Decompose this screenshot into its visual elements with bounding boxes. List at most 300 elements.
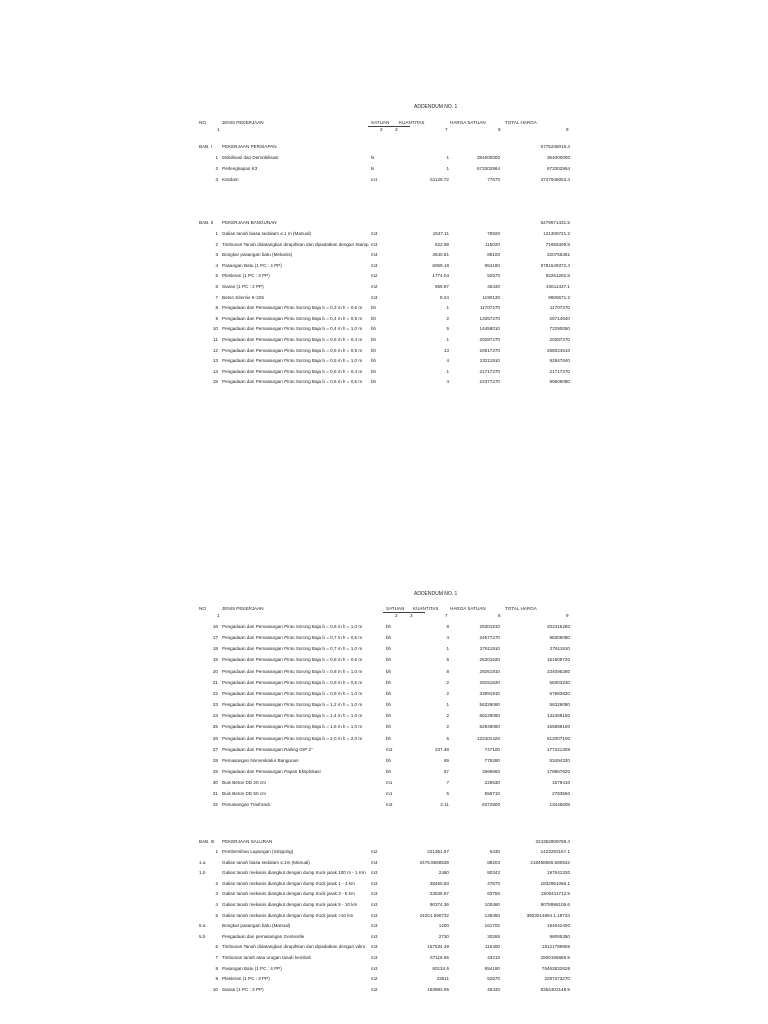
row-quantity: 1 xyxy=(446,305,449,311)
row-total: 2287373270 xyxy=(544,976,570,982)
row-number: 21 xyxy=(212,679,218,685)
row-number: 18 xyxy=(212,646,218,652)
row-description: Siaran (1 PC : 2 PP) xyxy=(222,284,264,289)
row-satuan: m2 xyxy=(386,802,393,808)
row-description: Bongkar pasangan batu (Mekanis) xyxy=(222,252,293,258)
row-quantity: 2476.8658539 xyxy=(419,859,449,865)
row-satuan: bh xyxy=(371,347,377,353)
row-description: Pengadaan dan Pemasangan Pintu Sorong Baja b = 1,4 m h = 1,0 m xyxy=(222,713,363,719)
row-satuan: m3 xyxy=(371,880,378,886)
row-quantity: 61129.72 xyxy=(430,177,449,182)
colnum-8: 8 xyxy=(498,613,501,618)
row-description: Pengadaan dan Pemasangan Pintu Sorong Baja b = 1,5 m h = 1,0 m xyxy=(222,724,363,730)
row-price: 22377270 xyxy=(479,379,500,385)
row-satuan: m1 xyxy=(371,177,378,182)
row-total: 151809720 xyxy=(547,657,570,663)
row-quantity: 67118.65 xyxy=(430,955,449,960)
row-price: 66229080 xyxy=(479,713,500,719)
row-number: 15 xyxy=(212,379,218,385)
row-quantity: 80134.6 xyxy=(432,965,449,971)
row-satuan: m3 xyxy=(371,912,378,918)
row-description: Pengadaan dan Pemasangan Pintu Sorong Baja b = 0,8 m h = 0,5 m xyxy=(222,657,363,663)
row-price: 63750 xyxy=(487,891,500,897)
row-description: Pengadaan dan Pemasangan Pintu Sorong Baja b = 0,9 m h = 1,0 m xyxy=(222,690,363,696)
row-description: Buis Beton DD 50 cm xyxy=(222,791,266,797)
row-description: Pengadaan dan Pemasangan Pintu Sorong Baja b = 0,5 m h = 0,5 m xyxy=(222,347,363,353)
row-quantity: 1 xyxy=(446,337,449,342)
row-price: 56329080 xyxy=(479,702,500,708)
row-total: 121308721.2 xyxy=(543,231,570,236)
row-number: 1 xyxy=(215,849,218,854)
row-quantity: 8 xyxy=(446,668,449,674)
row-number: 13 xyxy=(212,358,218,364)
row-total: 9078998106.6 xyxy=(540,902,570,907)
row-total: 268024510 xyxy=(547,347,570,353)
row-quantity: 2 xyxy=(446,690,449,696)
row-satuan: m3 xyxy=(371,294,378,300)
col-header-no: NO xyxy=(199,606,206,611)
row-satuan: m3 xyxy=(371,944,378,950)
row-satuan: m2 xyxy=(371,976,378,982)
row-number: 8 xyxy=(215,965,218,971)
section-name: PEKERJAAN SALURAN xyxy=(222,839,273,844)
row-number: 5 xyxy=(215,273,218,279)
row-total: 1832951066.1 xyxy=(540,880,570,886)
row-satuan: bh xyxy=(386,657,392,663)
row-quantity: 2 xyxy=(446,315,449,321)
row-total: 18121789806 xyxy=(541,944,570,950)
row-total: 1500411712.5 xyxy=(540,891,570,897)
row-quantity: 5 xyxy=(446,735,449,741)
row-quantity: 13 xyxy=(443,347,449,353)
row-description: Pengadaan dan Pemasangan Pintu Sorong Baja b = 0,3 m h = 0,5 m xyxy=(222,305,363,311)
row-price: 21717270 xyxy=(479,368,500,374)
row-total: 5781549372.4 xyxy=(540,262,570,268)
row-satuan: m3 xyxy=(371,241,378,247)
row-description: Beton Sitemix K-225 xyxy=(222,294,264,300)
header-rule xyxy=(383,612,425,613)
row-description: Pengadaan dan Pemasangan Pintu Sorong Baja b = 0,7 m h = 0,5 m xyxy=(222,635,363,641)
row-satuan: bh xyxy=(371,326,377,332)
row-satuan: bh xyxy=(386,679,392,685)
row-price: 13357270 xyxy=(479,315,500,321)
row-satuan: bh xyxy=(371,358,377,364)
row-number: 9 xyxy=(215,976,218,982)
row-quantity: 2460 xyxy=(438,870,449,876)
colnum-1: 1 xyxy=(217,127,220,132)
row-description: Pengadaan dan Pemasangan Railing GIP 2" xyxy=(222,746,313,752)
row-number: 5 xyxy=(215,912,218,918)
row-price: 6372800 xyxy=(482,802,500,808)
row-total: 1423293167.1 xyxy=(540,849,570,854)
row-total: 43611437.1 xyxy=(546,284,570,289)
row-satuan: m3 xyxy=(371,902,378,907)
row-number: 3 xyxy=(215,177,218,182)
colnum-3: 3 xyxy=(410,613,413,618)
row-quantity: 3640.81 xyxy=(432,252,449,258)
row-price: 14458010 xyxy=(479,326,500,332)
col-header-kuantitas: KUANTITAS xyxy=(399,120,425,125)
row-total: 21717270 xyxy=(549,368,570,374)
row-quantity: 69 xyxy=(443,757,449,763)
row-description: Pasangan Batu (1 PC : 4 PP) xyxy=(222,262,282,268)
row-description: Pengadaan dan Pemasangan Pintu Sorong Baja b = 0,5 m h = 1,0 m xyxy=(222,358,363,364)
row-description: Pengadaan dan Pemasangan Pintu Sorong Baja b = 0,4 m h = 0,5 m xyxy=(222,315,363,321)
section-total: 22435280978​8.4 xyxy=(535,839,570,844)
row-total: 234095280 xyxy=(547,668,570,674)
row-total: 218468586.580542 xyxy=(530,859,570,865)
row-quantity: 4 xyxy=(446,379,449,385)
row-satuan: m1 xyxy=(386,780,393,786)
col-header-kuantitas: KUANTITAS xyxy=(413,606,439,611)
row-number: 6 xyxy=(215,284,218,289)
row-total: 178867620 xyxy=(547,768,570,774)
row-satuan: ls xyxy=(371,155,375,160)
row-description: Pengadaan dan Pemasangan Papan Eksploitasi xyxy=(222,768,321,774)
row-price: 115020 xyxy=(485,241,500,247)
col-header-total: TOTAL HARGA xyxy=(505,120,537,125)
row-quantity: 2 xyxy=(446,724,449,730)
row-number: 23 xyxy=(212,702,218,708)
row-number: 16 xyxy=(212,624,218,629)
row-description: Galian tanah mekanis diangkut dengan dump truck jarak 1 - 3 km xyxy=(222,880,355,886)
row-total: 4747945052.4 xyxy=(540,177,570,182)
row-total: 20287270 xyxy=(549,337,570,342)
row-price: 23211910 xyxy=(479,358,500,364)
row-price: 673302964 xyxy=(477,166,500,171)
section-name: PEKERJAAN BANGUNAN xyxy=(222,220,277,225)
row-description: Pengadaan dan Pemasangan Pintu Sorong Baja b = 0,5 m h = 0,4 m xyxy=(222,337,363,342)
row-number: 22 xyxy=(212,690,218,696)
row-price: 33991910 xyxy=(479,690,500,696)
row-description: Buis Beton DD 20 cm xyxy=(222,780,266,786)
row-quantity: 7 xyxy=(446,780,449,786)
row-quantity: 959.87 xyxy=(434,284,449,289)
colnum-8: 8 xyxy=(498,127,501,132)
row-total: 2783550 xyxy=(552,791,570,797)
row-price: 52570 xyxy=(487,273,500,279)
row-total: 27611910 xyxy=(549,646,570,652)
row-satuan: m2 xyxy=(371,986,378,992)
row-price: 122401420 xyxy=(477,735,500,741)
row-satuan: bh xyxy=(386,624,392,629)
row-number: 31 xyxy=(212,791,218,797)
row-satuan: m3 xyxy=(371,923,378,929)
row-quantity: 1 xyxy=(446,166,449,171)
col-header-jenis: JENIS PEKERJAAN xyxy=(222,606,264,611)
row-price: 115400 xyxy=(485,944,500,950)
row-satuan: m3 xyxy=(371,965,378,971)
row-total: 53494320 xyxy=(549,757,570,763)
row-price: 88100 xyxy=(487,252,500,258)
row-total: 56329080 xyxy=(549,702,570,708)
row-price: 45430 xyxy=(487,986,500,992)
col-header-no: NO xyxy=(199,120,206,125)
row-quantity: 43511 xyxy=(436,976,449,982)
row-description: Pemasangan Trashrack xyxy=(222,802,271,808)
row-price: 29261910 xyxy=(479,668,500,674)
row-quantity: 2 xyxy=(446,713,449,719)
row-quantity: 1774.04 xyxy=(432,273,449,279)
row-quantity: 1200 xyxy=(438,923,449,929)
row-description: Pengadaan dan Pemasangan Pintu Sorong Baja b = 0,6 m h = 0,4 m xyxy=(222,368,363,374)
row-number: 2 xyxy=(215,880,218,886)
row-price: 225630 xyxy=(484,780,500,786)
row-quantity: 6 xyxy=(446,657,449,663)
row-quantity: 1 xyxy=(446,155,449,160)
row-number: 27 xyxy=(212,746,218,752)
row-price: 52570 xyxy=(487,976,500,982)
row-description: Pasangan Batu (1 PC : 4 PP) xyxy=(222,965,282,971)
row-description: Pengadaan dan Pemasangan Pintu Sorong Baja b = 0,6 m h = 1,0 m xyxy=(222,624,363,629)
row-number: 30 xyxy=(212,780,218,786)
row-price: 25301910 xyxy=(479,624,500,629)
row-satuan: bh xyxy=(386,668,392,674)
row-price: 161702 xyxy=(484,923,500,929)
row-number: 3 xyxy=(215,252,218,258)
row-number: 7 xyxy=(215,294,218,300)
row-description: Pembersihan Lapangan (Stripping) xyxy=(222,849,294,854)
row-number: 4 xyxy=(215,902,218,907)
row-number: 8 xyxy=(215,305,218,311)
row-satuan: bh xyxy=(386,702,392,708)
row-price: 20287270 xyxy=(479,337,500,342)
row-price: 47670 xyxy=(487,880,500,886)
row-description: Mobilisasi dan Demobilisasi xyxy=(222,155,279,160)
row-description: Siaran (1 PC : 2 PP) xyxy=(222,986,264,992)
row-index: 1.b xyxy=(199,870,206,876)
row-quantity: 1 xyxy=(446,646,449,652)
section-total: 6279671431.5 xyxy=(540,220,570,225)
col-header-total: TOTAL HARGA xyxy=(505,606,537,611)
row-total: 612007100 xyxy=(547,735,570,741)
row-number: 7 xyxy=(215,955,218,960)
row-description: Plesteran (1 PC : 3 PP) xyxy=(222,273,270,279)
row-price: 747100 xyxy=(484,746,500,752)
row-quantity: 38450.83 xyxy=(429,880,449,886)
row-quantity: 2 xyxy=(446,679,449,685)
row-description: Kistdam xyxy=(222,177,239,182)
row-description: Pengadaan dan Pemasangan Pintu Sorong Baja b = 2,0 m h = 2,0 m xyxy=(222,735,363,741)
row-satuan: m2 xyxy=(371,284,378,289)
row-satuan: m3 xyxy=(371,955,378,960)
row-quantity: 6059.18 xyxy=(432,262,449,268)
row-price: 29151620 xyxy=(479,679,500,685)
row-number: 2 xyxy=(215,166,218,171)
row-index: 1.a xyxy=(199,859,206,865)
row-description: Pengadaan dan Pemasangan Pintu Sorong Baja b = 1,2 m h = 1,0 m xyxy=(222,702,363,708)
row-quantity: 90374.36 xyxy=(429,902,449,907)
colnum-7: 7 xyxy=(445,613,448,618)
row-satuan: m2 xyxy=(386,746,393,752)
row-price: 6430 xyxy=(489,849,500,854)
row-satuan: bh xyxy=(386,635,392,641)
row-price: 775280 xyxy=(484,757,500,763)
row-satuan: bh xyxy=(371,315,377,321)
row-total: 58303240 xyxy=(549,679,570,685)
row-total: 8354302148.5 xyxy=(540,986,570,992)
row-quantity: 183893.95 xyxy=(427,986,449,992)
colnum-1: 1 xyxy=(217,613,220,618)
row-satuan: m2 xyxy=(371,849,378,854)
row-description: Timbunan Tanah didatangkan dirapihkan dan dipadatkan dengan Stamp xyxy=(222,241,369,247)
row-description: Pengadaan dan Pemasangan Pintu Sorong Baja b = 0,8 m h = 1,0 m xyxy=(222,668,363,674)
row-number: 1 xyxy=(215,231,218,236)
row-total: 197641320 xyxy=(547,870,570,876)
row-satuan: m1 xyxy=(386,791,393,797)
row-quantity: 5 xyxy=(446,791,449,797)
row-satuan: m2 xyxy=(371,273,378,279)
row-total: 320755361 xyxy=(547,252,570,258)
row-satuan: m3 xyxy=(371,262,378,268)
row-description: Pengadaan dan Pemasangan Pintu Sorong Baja b = 0,9 m h = 0,5 m xyxy=(222,679,363,685)
row-price: 20617270 xyxy=(479,347,500,353)
row-quantity: 24201.590732 xyxy=(419,912,449,918)
row-description: Galian tanah mekanis diangkut dengan dump truck jarak >10 km xyxy=(222,912,354,918)
row-total: 194042400 xyxy=(547,923,570,929)
row-number: 2 xyxy=(215,241,218,247)
row-number: 11 xyxy=(213,337,218,342)
row-price: 24577270 xyxy=(479,635,500,641)
row-satuan: bh xyxy=(386,768,392,774)
row-quantity: 2730 xyxy=(438,933,449,939)
row-total: 76462832628 xyxy=(541,965,570,971)
row-description: Pengadaan dan Pemasangan Pintu Sorong Baja b = 0,4 m h = 1,0 m xyxy=(222,326,363,332)
row-description: Galian tanah biasa sedalam ≤ 1 m (Manual) xyxy=(222,231,312,236)
row-quantity: 4 xyxy=(446,635,449,641)
colnum-2: 2 xyxy=(380,127,383,132)
page-title: ADDENDUM NO. 1 xyxy=(414,104,458,110)
row-price: 43210 xyxy=(487,955,500,960)
row-number: 3 xyxy=(215,891,218,897)
row-quantity: 1 xyxy=(446,368,449,374)
row-total: 92847640 xyxy=(549,358,570,364)
row-description: Galian tanah mekanis diangkut dengan dump truck jarak 5 - 10 km xyxy=(222,902,358,907)
page-title: ADDENDUM NO. 1 xyxy=(414,591,458,597)
row-price: 954180 xyxy=(484,965,500,971)
section-bab: BAB. II xyxy=(199,220,214,225)
colnum-2: 2 xyxy=(395,613,398,618)
row-satuan: m3 xyxy=(371,252,378,258)
row-total: 165898160 xyxy=(547,724,570,730)
row-number: 1 xyxy=(215,155,218,160)
colnum-9: 9 xyxy=(566,613,569,618)
row-price: 80342 xyxy=(487,870,500,876)
colnum-9: 9 xyxy=(566,127,569,132)
row-description: Timbunan Tanah didatangkan dirapihkan dan dipadatkan dengan vibro xyxy=(222,944,366,950)
row-index: 5.b xyxy=(199,933,206,939)
row-quantity: 67 xyxy=(443,768,449,774)
row-satuan: bh xyxy=(371,379,377,385)
row-satuan: m3 xyxy=(371,891,378,897)
section-total: 5775248016.4 xyxy=(540,144,570,149)
row-total: 2900196866.5 xyxy=(540,955,570,960)
row-number: 17 xyxy=(212,635,218,641)
row-quantity: 157534.39 xyxy=(427,944,449,950)
row-price: 148450 xyxy=(484,912,500,918)
row-description: Galian tanah mekanis diangkut dengan dump truck jarak 100 m - 1 Km xyxy=(222,870,366,876)
row-price: 25301620 xyxy=(479,657,500,663)
row-description: Galian tanah mekanis diangkut dengan dump truck jarak 3 - 5 km xyxy=(222,891,355,897)
row-satuan: m3 xyxy=(371,859,378,865)
row-description: Timbunan tanah atau urugan tanah kembali xyxy=(222,955,311,960)
row-price: 354000000 xyxy=(477,155,500,160)
row-index: 5.a xyxy=(199,923,206,929)
row-total: 202415280 xyxy=(547,624,570,629)
row-total: 177421308 xyxy=(547,746,570,752)
row-satuan: bh xyxy=(371,337,377,342)
row-number: 20 xyxy=(212,668,218,674)
row-number: 10 xyxy=(212,326,218,332)
row-price: 30265 xyxy=(487,933,500,939)
row-quantity: 1 xyxy=(446,702,449,708)
row-quantity: 8 xyxy=(446,624,449,629)
row-price: 77670 xyxy=(487,177,500,182)
row-satuan: bh xyxy=(386,713,392,719)
row-total: 67983820 xyxy=(549,690,570,696)
row-price: 2669660 xyxy=(482,768,500,774)
row-total: 3603014864 1.18734 xyxy=(526,912,570,918)
colnum-3: 3 xyxy=(395,127,398,132)
row-quantity: 4 xyxy=(446,358,449,364)
row-price: 556710 xyxy=(484,791,500,797)
row-description: Pemasangan Nomenklatur Bangunan xyxy=(222,757,299,763)
row-description: Bongkar pasangan batu (Manual) xyxy=(222,923,291,929)
colnum-7: 7 xyxy=(445,127,448,132)
row-satuan: bh xyxy=(371,368,377,374)
row-quantity: 23535.87 xyxy=(429,891,449,897)
row-number: 9 xyxy=(215,315,218,321)
col-header-jenis: JENIS PEKERJAAN xyxy=(222,120,264,125)
row-satuan: bh xyxy=(386,724,392,730)
row-price: 100460 xyxy=(484,902,500,907)
row-price: 27611910 xyxy=(479,646,500,652)
row-total: 13446608 xyxy=(549,802,570,808)
row-price: 82949080 xyxy=(479,724,500,730)
row-number: 26 xyxy=(212,735,218,741)
row-total: 71656309.8 xyxy=(545,241,570,247)
row-quantity: 5 xyxy=(446,326,449,332)
row-quantity: 8.24 xyxy=(440,294,449,300)
row-number: 4 xyxy=(215,262,218,268)
section-bab: BAB. III xyxy=(199,839,215,844)
row-number: 12 xyxy=(212,347,218,353)
row-satuan: ls xyxy=(371,166,375,171)
row-total: 11707270 xyxy=(549,305,570,311)
row-number: 28 xyxy=(212,757,218,763)
row-total: 72290050 xyxy=(549,326,570,332)
row-description: Galian tanah biasa sedalam ≤ 1m (Manual) xyxy=(222,859,310,865)
row-description: Plesteran (1 PC : 3 PP) xyxy=(222,976,270,982)
col-header-satuan: SATUAN xyxy=(386,606,405,611)
row-satuan: bh xyxy=(371,305,377,311)
row-total: 673302964 xyxy=(547,166,570,171)
row-number: 6 xyxy=(215,944,218,950)
section-name: PEKERJAAN PERSIAPAN xyxy=(222,144,277,149)
row-total: 1579410 xyxy=(552,780,570,786)
row-quantity: 221351.97 xyxy=(427,849,449,854)
row-satuan: bh xyxy=(386,690,392,696)
row-satuan: bh xyxy=(386,757,392,763)
row-description: Perlengkapan K3 xyxy=(222,166,258,171)
row-description: Pengadaan dan Pemasangan Pintu Sorong Baja b = 0,6 m h = 0,5 m xyxy=(222,379,363,385)
row-price: 1190130 xyxy=(482,294,500,300)
row-quantity: 622.99 xyxy=(434,241,449,247)
row-price: 88203 xyxy=(487,859,500,865)
row-satuan: m3 xyxy=(371,933,378,939)
row-total: 98309080 xyxy=(549,635,570,641)
row-total: 98085350 xyxy=(549,933,570,939)
